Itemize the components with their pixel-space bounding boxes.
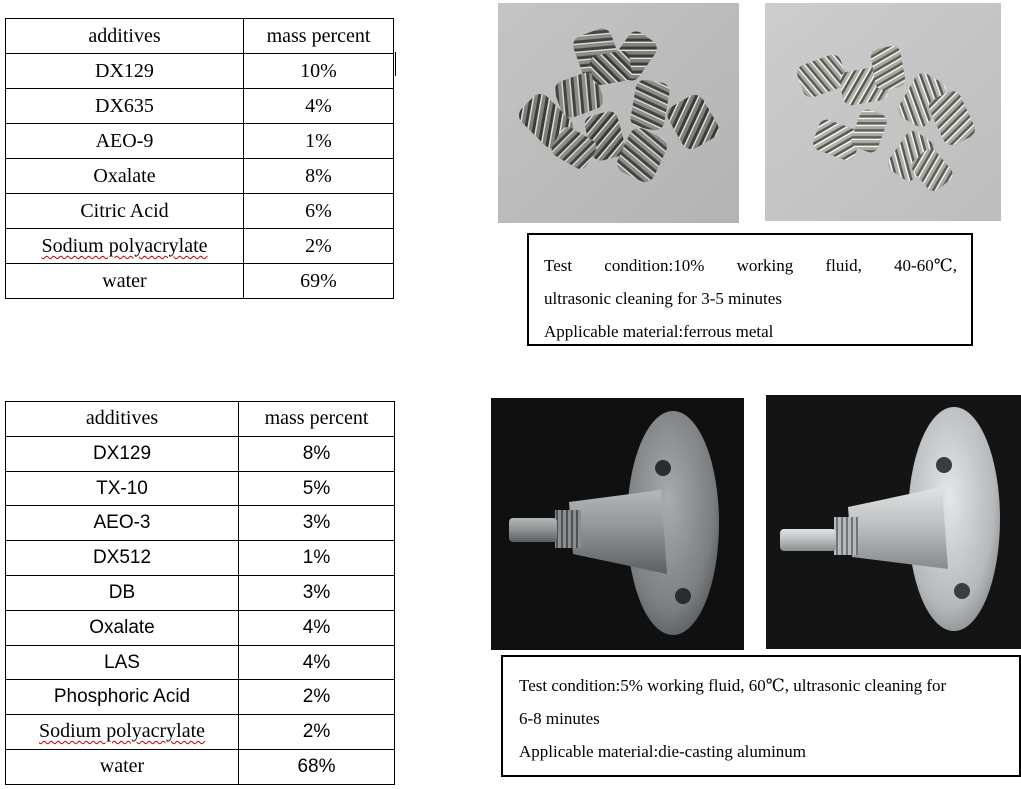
additive-cell: AEO-3: [6, 506, 239, 541]
note-line: Applicable material:ferrous metal: [544, 322, 774, 341]
mass-cell: 3%: [239, 506, 395, 541]
mass-cell: 69%: [244, 264, 394, 299]
mass-cell: 8%: [244, 159, 394, 194]
additive-cell: Phosphoric Acid: [6, 680, 239, 715]
spellcheck-underlined-text: Sodium polyacrylate: [41, 235, 208, 257]
table-row: [6, 124, 394, 159]
mass-cell: 2%: [239, 715, 395, 750]
mass-cell: 5%: [239, 471, 395, 506]
table-header-row: [6, 402, 395, 437]
note-word: 40-60℃,: [894, 256, 957, 275]
table-row: [6, 715, 395, 750]
flange-photo-before: [491, 398, 744, 650]
mass-cell: 10%: [244, 54, 394, 89]
mass-cell: 1%: [239, 541, 395, 576]
mass-cell: 6%: [244, 194, 394, 229]
springs-illustration: [498, 3, 739, 223]
table-row: [6, 159, 394, 194]
additive-cell: Oxalate: [6, 159, 244, 194]
additive-cell: DX129: [6, 54, 244, 89]
springs-photo-before: [498, 3, 739, 223]
table-row: [6, 749, 395, 784]
mass-cell: 4%: [244, 89, 394, 124]
additive-cell: AEO-9: [6, 124, 244, 159]
mass-cell: 4%: [239, 610, 395, 645]
note-word: working: [736, 256, 794, 275]
mass-cell: 3%: [239, 575, 395, 610]
header-mass-percent: mass percent: [239, 402, 395, 437]
text-cursor: [395, 52, 396, 76]
mass-cell: 68%: [239, 749, 395, 784]
flange-illustration: [491, 398, 744, 650]
note-word: fluid,: [825, 256, 862, 275]
additive-cell: DB: [6, 575, 239, 610]
header-additives: additives: [6, 402, 239, 437]
table-row: [6, 541, 395, 576]
table-row: [6, 575, 395, 610]
table-row: [6, 680, 395, 715]
additive-cell: water: [6, 749, 239, 784]
formula-table-2: [5, 401, 395, 785]
table-row: [6, 264, 394, 299]
table-row: [6, 471, 395, 506]
table-row: [6, 610, 395, 645]
note-line: Applicable material:die-casting aluminum: [519, 742, 807, 761]
spellcheck-underlined-text: Sodium polyacrylate: [38, 720, 206, 743]
additive-cell: LAS: [6, 645, 239, 680]
additive-cell: [6, 715, 239, 750]
mass-cell: 2%: [239, 680, 395, 715]
mass-cell: 1%: [244, 124, 394, 159]
formula-table-1: [5, 18, 394, 299]
additive-cell: DX129: [6, 436, 239, 471]
note-line: ultrasonic cleaning for 3-5 minutes: [544, 289, 782, 308]
flange-photo-after: [766, 395, 1021, 649]
test-condition-note-1: [527, 233, 973, 346]
mass-cell: 2%: [244, 229, 394, 264]
note-line: 6-8 minutes: [519, 709, 600, 728]
table-row: [6, 89, 394, 124]
table-row: [6, 229, 394, 264]
table-header-row: [6, 19, 394, 54]
additive-cell: DX512: [6, 541, 239, 576]
mass-cell: 4%: [239, 645, 395, 680]
additive-cell: Oxalate: [6, 610, 239, 645]
header-additives: additives: [6, 19, 244, 54]
additive-cell: DX635: [6, 89, 244, 124]
flange-illustration: [766, 395, 1021, 649]
note-word: condition:10%: [604, 256, 705, 275]
table-row: [6, 194, 394, 229]
table-row: [6, 506, 395, 541]
header-mass-percent: mass percent: [244, 19, 394, 54]
test-condition-note-2: [501, 655, 1021, 777]
springs-photo-after: [765, 3, 1001, 221]
springs-illustration: [765, 3, 1001, 221]
note-line: Test condition:5% working fluid, 60℃, ultrasonic cleaning for: [519, 676, 947, 695]
additive-cell: [6, 229, 244, 264]
additive-cell: Citric Acid: [6, 194, 244, 229]
additive-cell: water: [6, 264, 244, 299]
table-row: [6, 436, 395, 471]
note-word: Test: [544, 256, 573, 275]
table-row: [6, 645, 395, 680]
additive-cell: TX-10: [6, 471, 239, 506]
mass-cell: 8%: [239, 436, 395, 471]
table-row: [6, 54, 394, 89]
note-line: [544, 249, 957, 282]
